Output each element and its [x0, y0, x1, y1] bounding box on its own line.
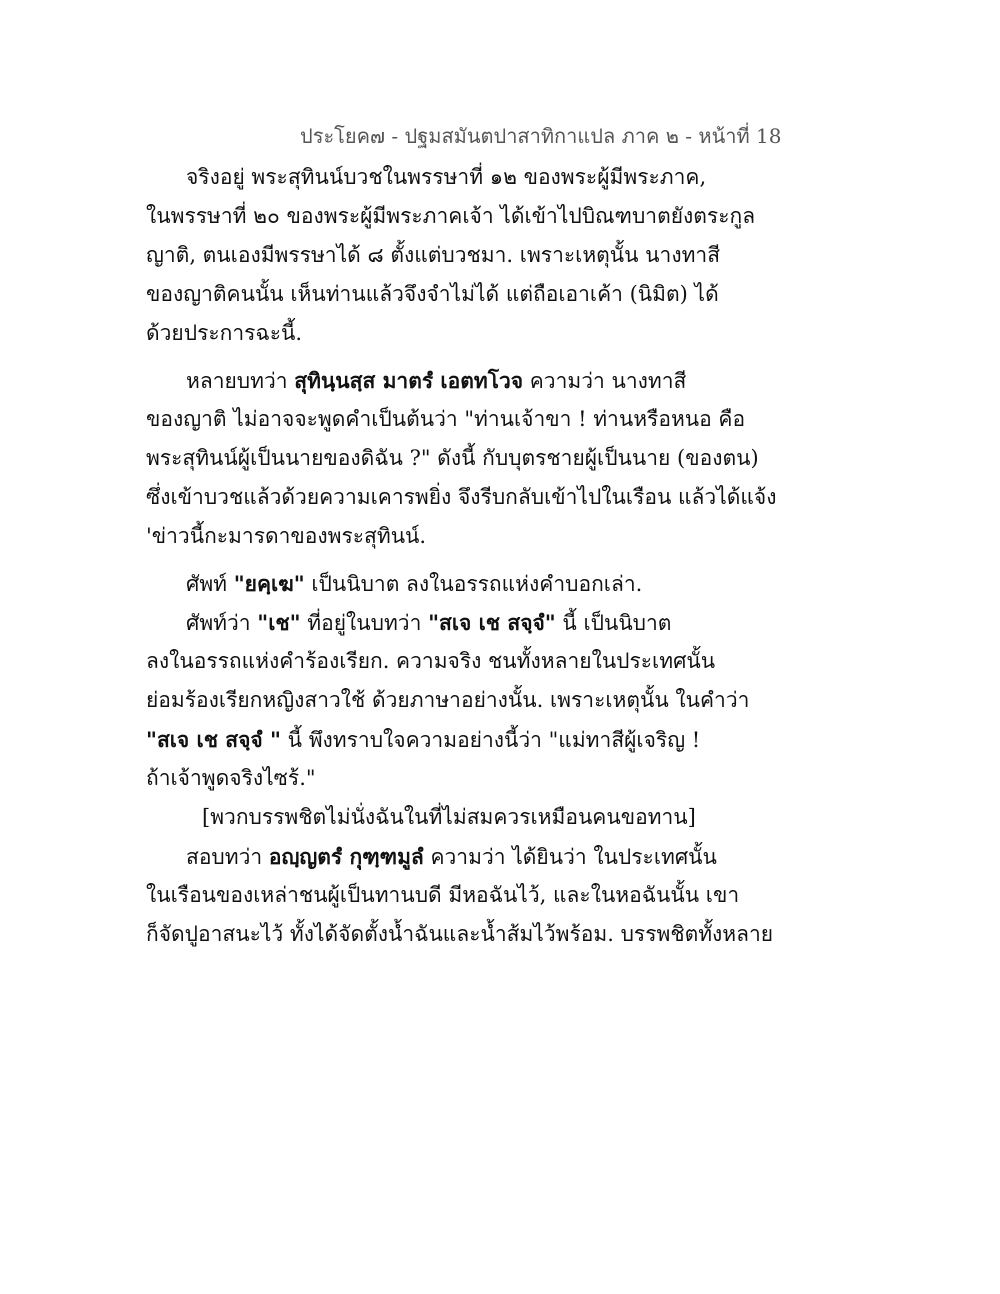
- text-line: ถ้าเจ้าพูดจริงไซร้.": [146, 766, 316, 790]
- text-line: จริงอยู่ พระสุทินน์บวชในพรรษาที่ ๑๒ ของพระผู้มีพระภาค,: [186, 165, 707, 189]
- text-line: ในเรือนของเหล่าชนผู้เป็นทานบดี มีหอฉันไว้, และในหอฉันนั้น เขา: [146, 883, 740, 907]
- text-line: หลายบทว่า สุทินฺนสฺส มาตรํ เอตทโวจ ความว่า นางทาสี: [186, 368, 687, 393]
- text-line: 'ข่าวนี้กะมารดาของพระสุทินน์.: [146, 524, 427, 548]
- paragraph: [146, 837, 774, 954]
- text-line: ศัพท์ "ยคฺเฆ" เป็นนิบาต ลงในอรรถแห่งคำบอกเล่า.: [186, 571, 643, 596]
- pali-term: อญฺญตรํ กุฑฺฑมูลํ: [268, 844, 424, 869]
- pali-term: "สเจ เช สจฺจํ ": [146, 727, 281, 752]
- text-line: ของญาติ ไม่อาจจะพูดคำเป็นต้นว่า "ท่านเจ้าขา ! ท่านหรือหนอ คือ: [146, 407, 746, 431]
- text-line: พระสุทินน์ผู้เป็นนายของดิฉัน ?" ดังนี้ กับบุตรชายผู้เป็นนาย (ของตน): [146, 446, 759, 470]
- text-line: "สเจ เช สจฺจํ " นี้ พึงทราบใจความอย่างนี้ว่า "แม่ทาสีผู้เจริญ !: [146, 727, 701, 752]
- paragraph: [146, 564, 726, 603]
- running-header: ประโยค๗ - ปฐมสมันตปาสาทิกาแปล ภาค ๒ - หน้าที่ 18: [300, 124, 782, 148]
- text-line: ย่อมร้องเรียกหญิงสาวใช้ ด้วยภาษาอย่างนั้น. เพราะเหตุนั้น ในคำว่า: [146, 688, 750, 712]
- text-line: ญาติ, ตนเองมีพรรษาได้ ๘ ตั้งแต่บวชมา. เพราะเหตุนั้น นางทาสี: [146, 243, 721, 267]
- text-line: ก็จัดปูอาสนะไว้ ทั้งได้จัดตั้งน้ำฉันและน้ำส้มไว้พร้อม. บรรพชิตทั้งหลาย: [146, 922, 774, 946]
- pali-term: สุทินฺนสฺส มาตรํ เอตทโวจ: [294, 368, 524, 393]
- paragraph: [146, 603, 750, 798]
- text-line: ศัพท์ว่า "เช" ที่อยู่ในบทว่า "สเจ เช สจฺจํ" นี้ เป็นนิบาต: [186, 610, 672, 635]
- text-line: ลงในอรรถแห่งคำร้องเรียก. ความจริง ชนทั้งหลายในประเทศนั้น: [146, 649, 716, 673]
- text-line: ด้วยประการฉะนี้.: [146, 321, 303, 345]
- section-heading: [พวกบรรพชิตไม่นั่งฉันในที่ไม่สมควรเหมือนคนขอทาน]: [202, 805, 696, 829]
- pali-term: "ยคฺเฆ": [233, 571, 305, 596]
- pali-term: "เช": [257, 610, 301, 635]
- pali-term: "สเจ เช สจฺจํ": [428, 610, 556, 635]
- body-text: [146, 158, 777, 954]
- text-line: ซึ่งเข้าบวชแล้วด้วยความเคารพยิ่ง จึงรีบกลับเข้าไปในเรือน แล้วได้แจ้ง: [146, 485, 777, 509]
- paragraph: [146, 158, 756, 353]
- text-line: สอบทว่า อญฺญตรํ กุฑฺฑมูลํ ความว่า ได้ยินว่า ในประเทศนั้น: [186, 844, 717, 869]
- paragraph: [146, 361, 777, 556]
- text-line: ของญาติคนนั้น เห็นท่านแล้วจึงจำไม่ได้ แต่ถือเอาเค้า (นิมิต) ได้: [146, 282, 719, 306]
- text-line: ในพรรษาที่ ๒๐ ของพระผู้มีพระภาคเจ้า ได้เข้าไปบิณฑบาตยังตระกูล: [146, 204, 756, 228]
